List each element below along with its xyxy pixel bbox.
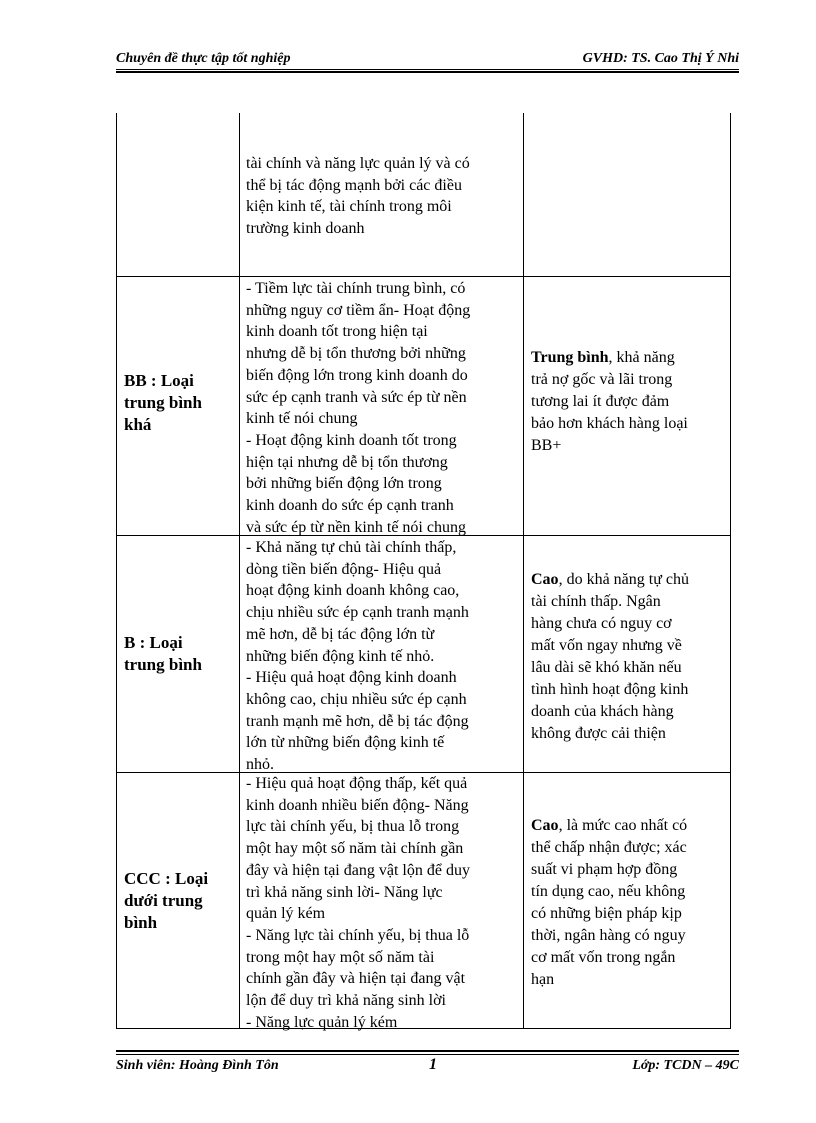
description-cell: [240, 113, 524, 276]
header-rule-thick: [116, 71, 739, 73]
description-cell: [240, 277, 524, 535]
footer-rule: [116, 1054, 739, 1055]
grade-label: B : Loại trung bình: [124, 633, 202, 674]
description-cell: [240, 773, 524, 1031]
risk-text: [524, 569, 730, 745]
grade-label: CCC : Loại dưới trung bình: [124, 869, 209, 932]
risk-text: [524, 815, 730, 991]
page-number: 1: [429, 1056, 437, 1073]
grade-cell: [117, 773, 240, 1028]
description-text: - Hiệu quả hoạt động thấp, kết quả kinh doanh nhiều biến động- Năng lực tài chính yếu, bị thua lỗ trong một hay một số năm tài chính gần đây và hiện tại đang vật lộn để duy trì khả năng sinh lời- Năng lực quản lý kém - Năng lực tài chính yếu, bị thua lỗ trong một hay một số năm tài chính gần đây và hiện tại đang vật lộn để duy trì khả năng sinh lời - Năng lực quản lý kém: [246, 775, 470, 1031]
risk-level: Cao: [531, 571, 559, 588]
credit-rating-table: [116, 113, 731, 1029]
footer-class: Lớp: TCDN – 49C: [632, 1058, 739, 1073]
table-row: [116, 536, 731, 773]
grade-cell: [117, 277, 240, 535]
footer-student: Sinh viên: Hoàng Đình Tôn: [116, 1058, 279, 1073]
grade-label: BB : Loại trung bình khá: [124, 371, 202, 434]
description-text: tài chính và năng lực quản lý và có thể bị tác động mạnh bởi các điều kiện kinh tế, tài chính trong môi trường kinh doanh: [246, 155, 470, 238]
risk-cell: [524, 113, 730, 276]
header-supervisor: GVHD: TS. Cao Thị Ý Nhi: [582, 51, 739, 66]
risk-level: Cao: [531, 817, 559, 834]
risk-cell: [524, 277, 730, 535]
grade-cell: [117, 536, 240, 772]
grade-cell: [117, 113, 240, 276]
header-document-title: Chuyên đề thực tập tốt nghiệp: [116, 51, 291, 66]
description-cell: [240, 536, 524, 772]
page-footer: [116, 1057, 739, 1077]
description-text: - Tiềm lực tài chính trung bình, có những nguy cơ tiềm ẩn- Hoạt động kinh doanh tốt trong hiện tại nhưng dễ bị tổn thương bởi những biến động lớn trong kinh doanh do sức ép cạnh tranh và sức ép từ nền kinh tế nói chung - Hoạt động kinh doanh tốt trong hiện tại nhưng dễ bị tổn thương bởi những biến động lớn trong kinh doanh do sức ép cạnh tranh và sức ép từ nền kinh tế nói chung: [246, 280, 471, 536]
header-rule: [116, 69, 739, 70]
table-row: [116, 773, 731, 1029]
description-text: - Khả năng tự chủ tài chính thấp, dòng tiền biến động- Hiệu quả hoạt động kinh doanh không cao, chịu nhiều sức ép cạnh tranh mạnh mẽ hơn, dễ bị tác động lớn từ những biến động kinh tế nhỏ. - Hiệu quả hoạt động kinh doanh không cao, chịu nhiều sức ép cạnh tranh mạnh mẽ hơn, dễ bị tác động lớn từ những biến động kinh tế nhỏ.: [246, 539, 469, 774]
footer-rule-thick: [116, 1050, 739, 1052]
page-header: [116, 50, 739, 70]
risk-description: , khả năng trả nợ gốc và lãi trong tương lai ít được đảm bảo hơn khách hàng loại BB+: [531, 349, 688, 454]
risk-cell: [524, 536, 730, 772]
table-row: [116, 113, 731, 277]
table-row: [116, 277, 731, 536]
risk-level: Trung bình: [531, 349, 609, 366]
risk-text: [524, 347, 730, 457]
risk-description: , là mức cao nhất có thể chấp nhận được; xác suất vi phạm hợp đồng tín dụng cao, nếu không có những biện pháp kịp thời, ngân hàng có nguy cơ mất vốn trong ngắn hạn: [531, 817, 688, 988]
risk-cell: [524, 773, 730, 1028]
risk-description: , do khả năng tự chủ tài chính thấp. Ngân hàng chưa có nguy cơ mất vốn ngay nhưng về lâu dài sẽ khó khăn nếu tình hình hoạt động kinh doanh của khách hàng không được cải thiện: [531, 571, 689, 742]
